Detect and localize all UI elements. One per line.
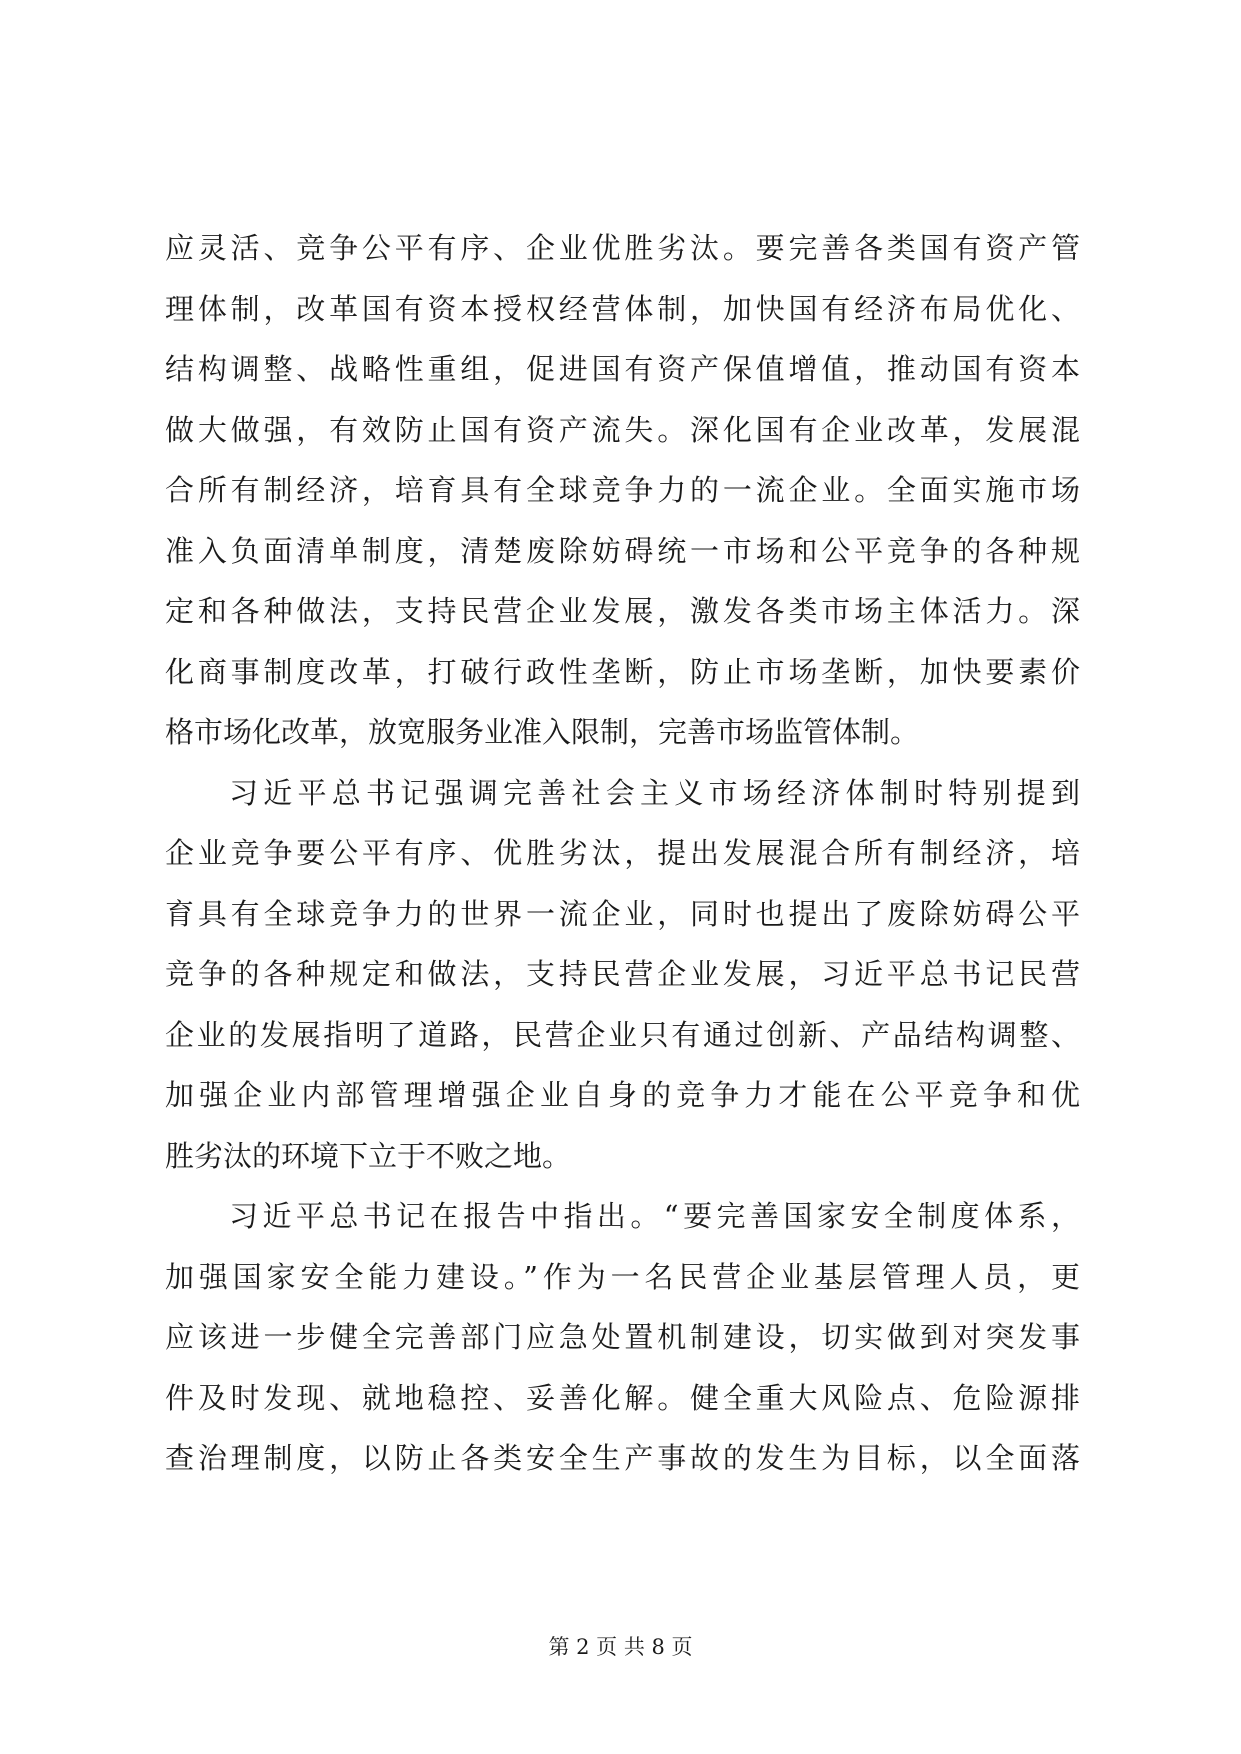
text-line: 理体制，改革国有资本授权经营体制，加快国有经济布局优化、 xyxy=(165,291,1080,326)
text-line: 习近平总书记强调完善社会主义市场经济体制时特别提到 xyxy=(229,775,1080,810)
text-line: 结构调整、战略性重组，促进国有资产保值增值，推动国有资本 xyxy=(165,352,1080,386)
text-line: 准入负面清单制度，清楚废除妨碍统一市场和公平竞争的各种规 xyxy=(165,533,1080,568)
body-text xyxy=(165,218,1080,1489)
text-line: 化商事制度改革，打破行政性垄断，防止市场垄断，加快要素价 xyxy=(165,654,1080,689)
text-line: 胜劣汰的环境下立于不败之地。 xyxy=(165,1138,572,1173)
text-line: 企业的发展指明了道路，民营企业只有通过创新、产品结构调整、 xyxy=(165,1017,1080,1052)
text-line: 育具有全球竞争力的世界一流企业，同时也提出了废除妨碍公平 xyxy=(165,896,1080,931)
text-line: 加强企业内部管理增强企业自身的竞争力才能在公平竞争和优 xyxy=(165,1078,1080,1112)
text-line: 做大做强，有效防止国有资产流失。深化国有企业改革，发展混 xyxy=(165,412,1080,447)
page-number-footer: 第 2 页 共 8 页 xyxy=(548,1635,693,1659)
text-line: 件及时发现、就地稳控、妥善化解。健全重大风险点、危险源排 xyxy=(165,1380,1080,1415)
text-line: 应该进一步健全完善部门应急处置机制建设，切实做到对突发事 xyxy=(165,1320,1080,1354)
text-line: 习近平总书记在报告中指出。“要完善国家安全制度体系， xyxy=(229,1199,1080,1233)
text-line: 企业竞争要公平有序、优胜劣汰，提出发展混合所有制经济，培 xyxy=(165,836,1080,870)
text-line: 定和各种做法，支持民营企业发展，激发各类市场主体活力。深 xyxy=(165,594,1080,628)
text-line: 竞争的各种规定和做法，支持民营企业发展，习近平总书记民营 xyxy=(165,957,1080,991)
text-line: 查治理制度，以防止各类安全生产事故的发生为目标，以全面落 xyxy=(165,1441,1080,1475)
text-line: 加强国家安全能力建设。”作为一名民营企业基层管理人员，更 xyxy=(165,1259,1080,1294)
text-line: 应灵活、竞争公平有序、企业优胜劣汰。要完善各类国有资产管 xyxy=(165,231,1080,265)
text-line: 合所有制经济，培育具有全球竞争力的一流企业。全面实施市场 xyxy=(165,473,1080,507)
text-line: 格市场化改革，放宽服务业准入限制，完善市场监管体制。 xyxy=(165,715,920,749)
